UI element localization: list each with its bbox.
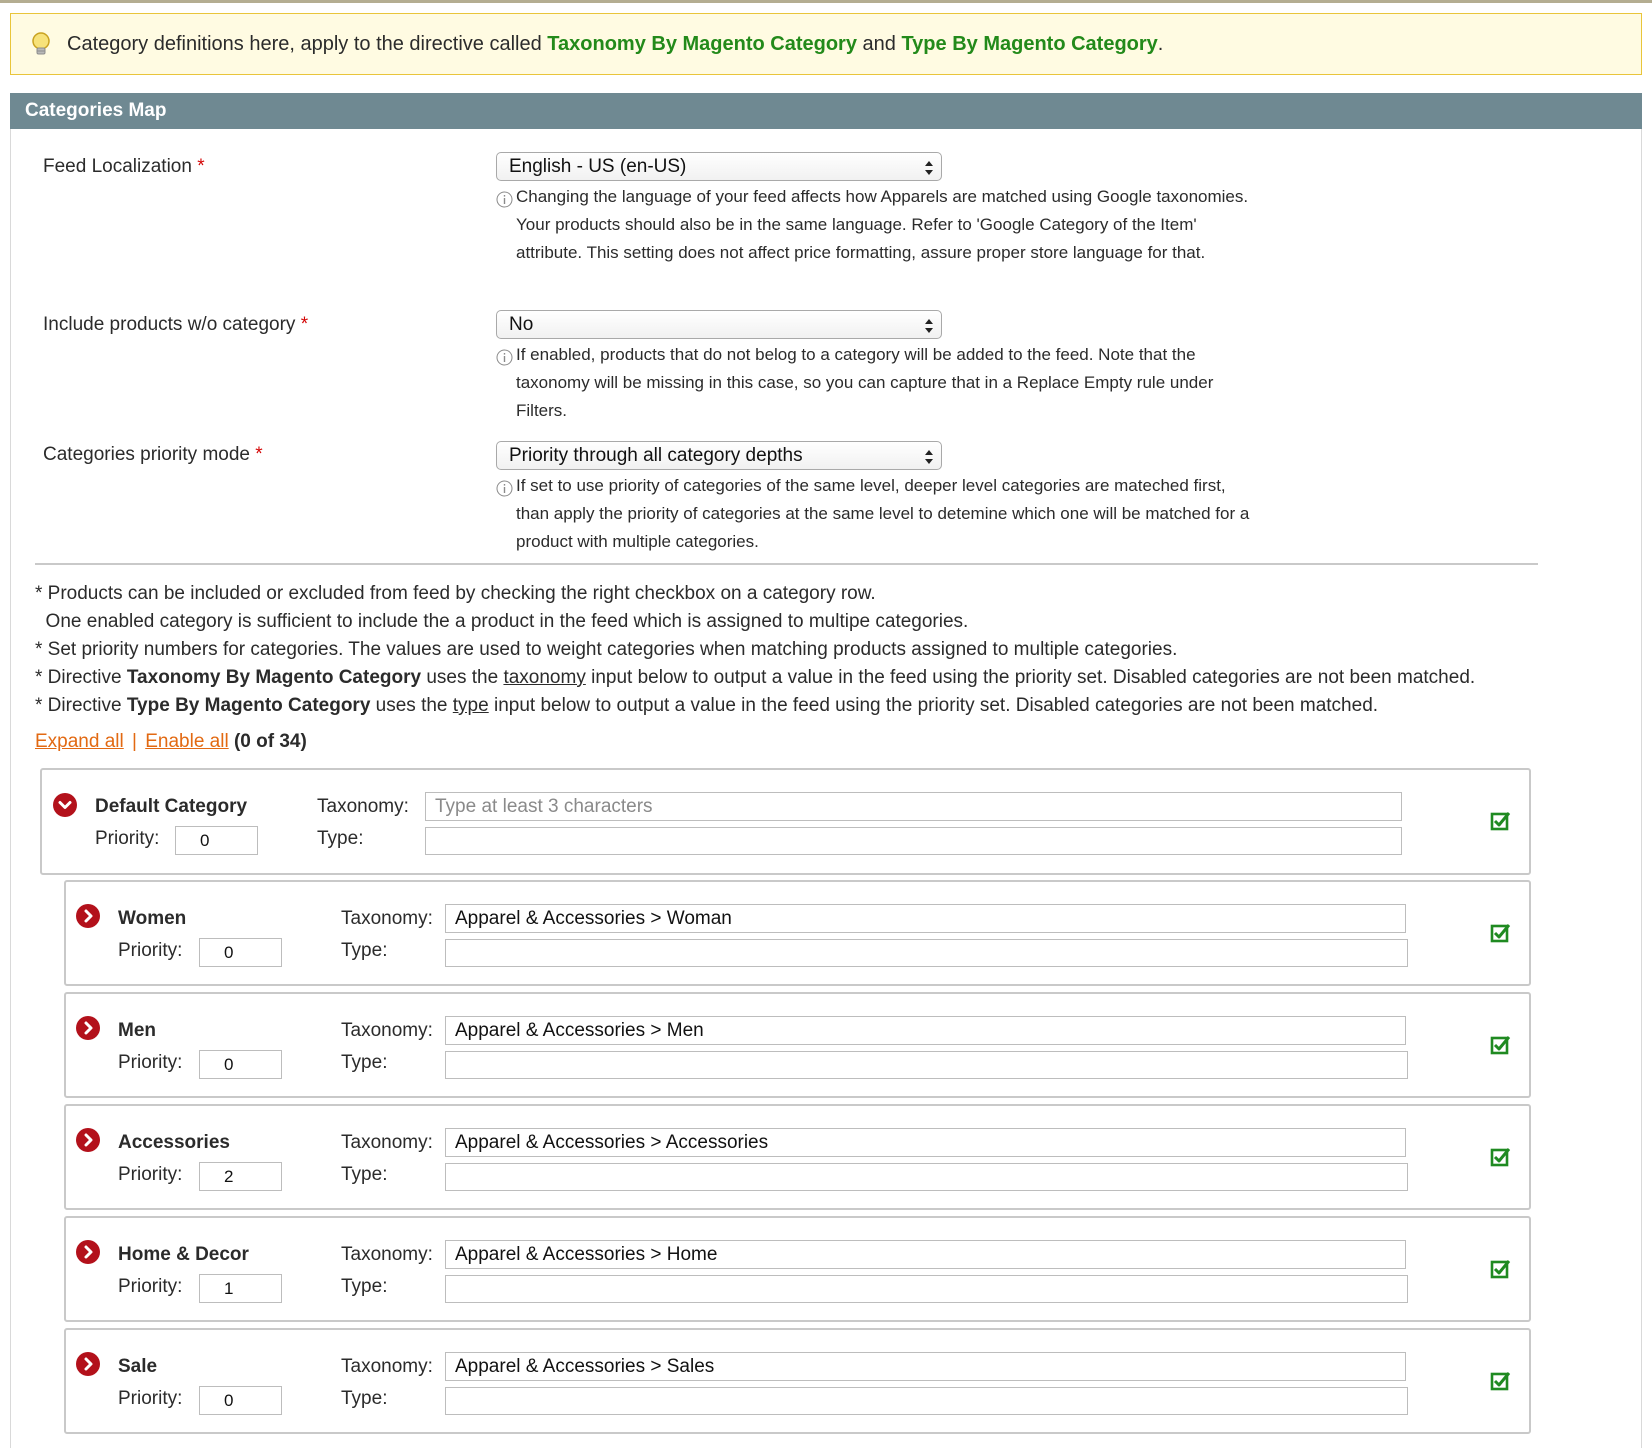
note-text: input below to output a value in the feed using the priority set. Disabled categories are not been matched. — [488, 695, 1379, 716]
category-name: Accessories — [118, 1132, 230, 1153]
include-no-category-hint-text: If enabled, products that do not belog to a category will be added to the feed. Note that the taxonomy will be missing in this case, so you can capture that in a Replace Empty rule under Filters. — [516, 345, 1214, 420]
enable-all-link[interactable]: Enable all — [145, 731, 229, 752]
expand-toggle-icon[interactable] — [76, 1016, 100, 1040]
category-name: Men — [118, 1020, 156, 1041]
expand-toggle-icon[interactable] — [76, 1240, 100, 1264]
note-text: uses the — [370, 695, 453, 716]
note-directive: Type By Magento Category — [126, 695, 371, 716]
taxonomy-input[interactable]: Apparel & Accessories > Sales — [445, 1352, 1406, 1381]
priority-input[interactable]: 1 — [199, 1274, 282, 1303]
category-row-sale — [64, 1328, 1531, 1434]
taxonomy-input[interactable]: Apparel & Accessories > Men — [445, 1016, 1406, 1045]
note-text: * Directive — [35, 667, 127, 688]
priority-mode-value: Priority through all category depths — [509, 445, 803, 466]
type-label: Type: — [341, 1388, 388, 1409]
priority-label: Priority: — [118, 940, 183, 961]
notice-text-after: . — [1157, 32, 1164, 55]
type-input[interactable] — [445, 1275, 1408, 1303]
section-title: Categories Map — [10, 93, 1642, 129]
directive-type: Type By Magento Category — [901, 32, 1158, 55]
type-label: Type: — [341, 940, 388, 961]
priority-input[interactable]: 0 — [199, 1386, 282, 1415]
enabled-checkbox-icon[interactable] — [1490, 1034, 1512, 1056]
note-text: input below to output a value in the feed using the priority set. Disabled categories are not been matched. — [585, 667, 1476, 688]
info-icon — [496, 478, 513, 495]
collapse-toggle-icon[interactable] — [53, 793, 77, 817]
taxonomy-label: Taxonomy: — [341, 1132, 433, 1153]
select-arrows-icon — [924, 316, 934, 334]
note-text: uses the — [421, 667, 504, 688]
priority-mode-label — [43, 444, 263, 466]
expand-toggle-icon[interactable] — [76, 904, 100, 928]
enabled-checkbox-icon[interactable] — [1490, 1146, 1512, 1168]
lightbulb-icon — [29, 30, 53, 58]
include-no-category-label-text: Include products w/o category — [43, 314, 296, 335]
include-no-category-select[interactable] — [496, 310, 942, 339]
enabled-checkbox-icon[interactable] — [1490, 1258, 1512, 1280]
priority-label: Priority: — [118, 1388, 183, 1409]
note-line: One enabled category is sufficient to include the a product in the feed which is assigned to multipe categories. — [35, 611, 969, 632]
feed-localization-hint — [496, 183, 1256, 267]
taxonomy-label: Taxonomy: — [341, 1244, 433, 1265]
category-actions — [35, 731, 307, 753]
priority-label: Priority: — [118, 1164, 183, 1185]
divider — [35, 563, 1538, 565]
feed-localization-label — [43, 156, 205, 178]
priority-label: Priority: — [118, 1276, 183, 1297]
directive-taxonomy: Taxonomy By Magento Category — [547, 32, 857, 55]
category-row-home-decor — [64, 1216, 1531, 1322]
priority-label: Priority: — [118, 1052, 183, 1073]
info-icon — [496, 189, 513, 206]
note-line: * Set priority numbers for categories. The values are used to weight categories when matching products assigned to multiple categories. — [35, 639, 1178, 660]
required-marker: * — [255, 444, 263, 465]
feed-localization-value: English - US (en-US) — [509, 156, 687, 177]
note-directive: Taxonomy By Magento Category — [126, 667, 422, 688]
select-arrows-icon — [924, 447, 934, 465]
note-text: * Directive — [35, 695, 127, 716]
type-label: Type: — [317, 828, 364, 849]
link-separator: | — [132, 731, 137, 752]
info-icon — [496, 347, 513, 364]
info-notice — [10, 13, 1642, 75]
note-line-taxonomy — [35, 664, 1475, 692]
priority-input[interactable]: 0 — [175, 826, 258, 855]
priority-mode-hint — [496, 472, 1256, 556]
type-input[interactable] — [425, 827, 1402, 855]
select-arrows-icon — [924, 158, 934, 176]
type-label: Type: — [341, 1276, 388, 1297]
category-name: Women — [118, 908, 187, 929]
category-row-women — [64, 880, 1531, 986]
priority-input[interactable]: 2 — [199, 1162, 282, 1191]
taxonomy-label: Taxonomy: — [341, 908, 433, 929]
enabled-checkbox-icon[interactable] — [1490, 1370, 1512, 1392]
expand-toggle-icon[interactable] — [76, 1352, 100, 1376]
top-rule — [0, 0, 1652, 3]
expand-all-link[interactable]: Expand all — [35, 731, 124, 752]
type-input[interactable] — [445, 1051, 1408, 1079]
expand-toggle-icon[interactable] — [76, 1128, 100, 1152]
category-name: Sale — [118, 1356, 158, 1377]
taxonomy-input[interactable]: Apparel & Accessories > Woman — [445, 904, 1406, 933]
include-no-category-hint — [496, 341, 1256, 425]
taxonomy-input[interactable]: Apparel & Accessories > Accessories — [445, 1128, 1406, 1157]
taxonomy-label: Taxonomy: — [341, 1356, 433, 1377]
priority-input[interactable]: 0 — [199, 1050, 282, 1079]
include-no-category-value: No — [509, 314, 534, 335]
taxonomy-label: Taxonomy: — [341, 1020, 433, 1041]
type-input[interactable] — [445, 1163, 1408, 1191]
taxonomy-input[interactable]: Type at least 3 characters — [425, 792, 1402, 821]
notice-text — [67, 33, 1163, 56]
feed-localization-hint-text: Changing the language of your feed affects how Apparels are matched using Google taxonomies. Your products should also be in the same language. Refer to 'Google Category of the Item' attribute. This setting does not affect price formatting, assure proper store language for that. — [516, 187, 1249, 262]
required-marker: * — [197, 156, 205, 177]
note-line-type — [35, 692, 1475, 720]
help-notes — [35, 580, 1475, 720]
type-input[interactable] — [445, 1387, 1408, 1415]
priority-mode-hint-text: If set to use priority of categories of the same level, deeper level categories are mateched first, than apply the priority of categories at the same level to detemine which one will be matched for a product with multiple categories. — [516, 476, 1250, 551]
enabled-checkbox-icon[interactable] — [1490, 922, 1512, 944]
type-label: Type: — [341, 1164, 388, 1185]
priority-label: Priority: — [95, 828, 160, 849]
type-input[interactable] — [445, 939, 1408, 967]
required-marker: * — [300, 314, 309, 335]
category-row-men — [64, 992, 1531, 1098]
priority-input[interactable]: 0 — [199, 938, 282, 967]
feed-localization-label-text: Feed Localization — [43, 156, 192, 177]
category-row-default — [40, 768, 1531, 875]
note-line: * Products can be included or excluded from feed by checking the right checkbox on a category row. — [35, 583, 876, 604]
taxonomy-input[interactable]: Apparel & Accessories > Home — [445, 1240, 1406, 1269]
note-input-ref: type — [452, 695, 489, 716]
notice-text-middle: and — [856, 32, 902, 55]
category-name: Default Category — [95, 796, 248, 817]
priority-mode-label-text: Categories priority mode — [43, 444, 250, 465]
enabled-count: (0 of 34) — [233, 731, 307, 752]
priority-mode-select[interactable] — [496, 441, 942, 470]
enabled-checkbox-icon[interactable] — [1490, 810, 1512, 832]
category-row-accessories — [64, 1104, 1531, 1210]
note-input-ref: taxonomy — [503, 667, 586, 688]
taxonomy-label: Taxonomy: — [317, 796, 409, 817]
feed-localization-select[interactable] — [496, 152, 942, 181]
include-no-category-label — [43, 314, 308, 336]
notice-text-before: Category definitions here, apply to the directive called — [67, 32, 548, 55]
category-name: Home & Decor — [118, 1244, 249, 1265]
type-label: Type: — [341, 1052, 388, 1073]
